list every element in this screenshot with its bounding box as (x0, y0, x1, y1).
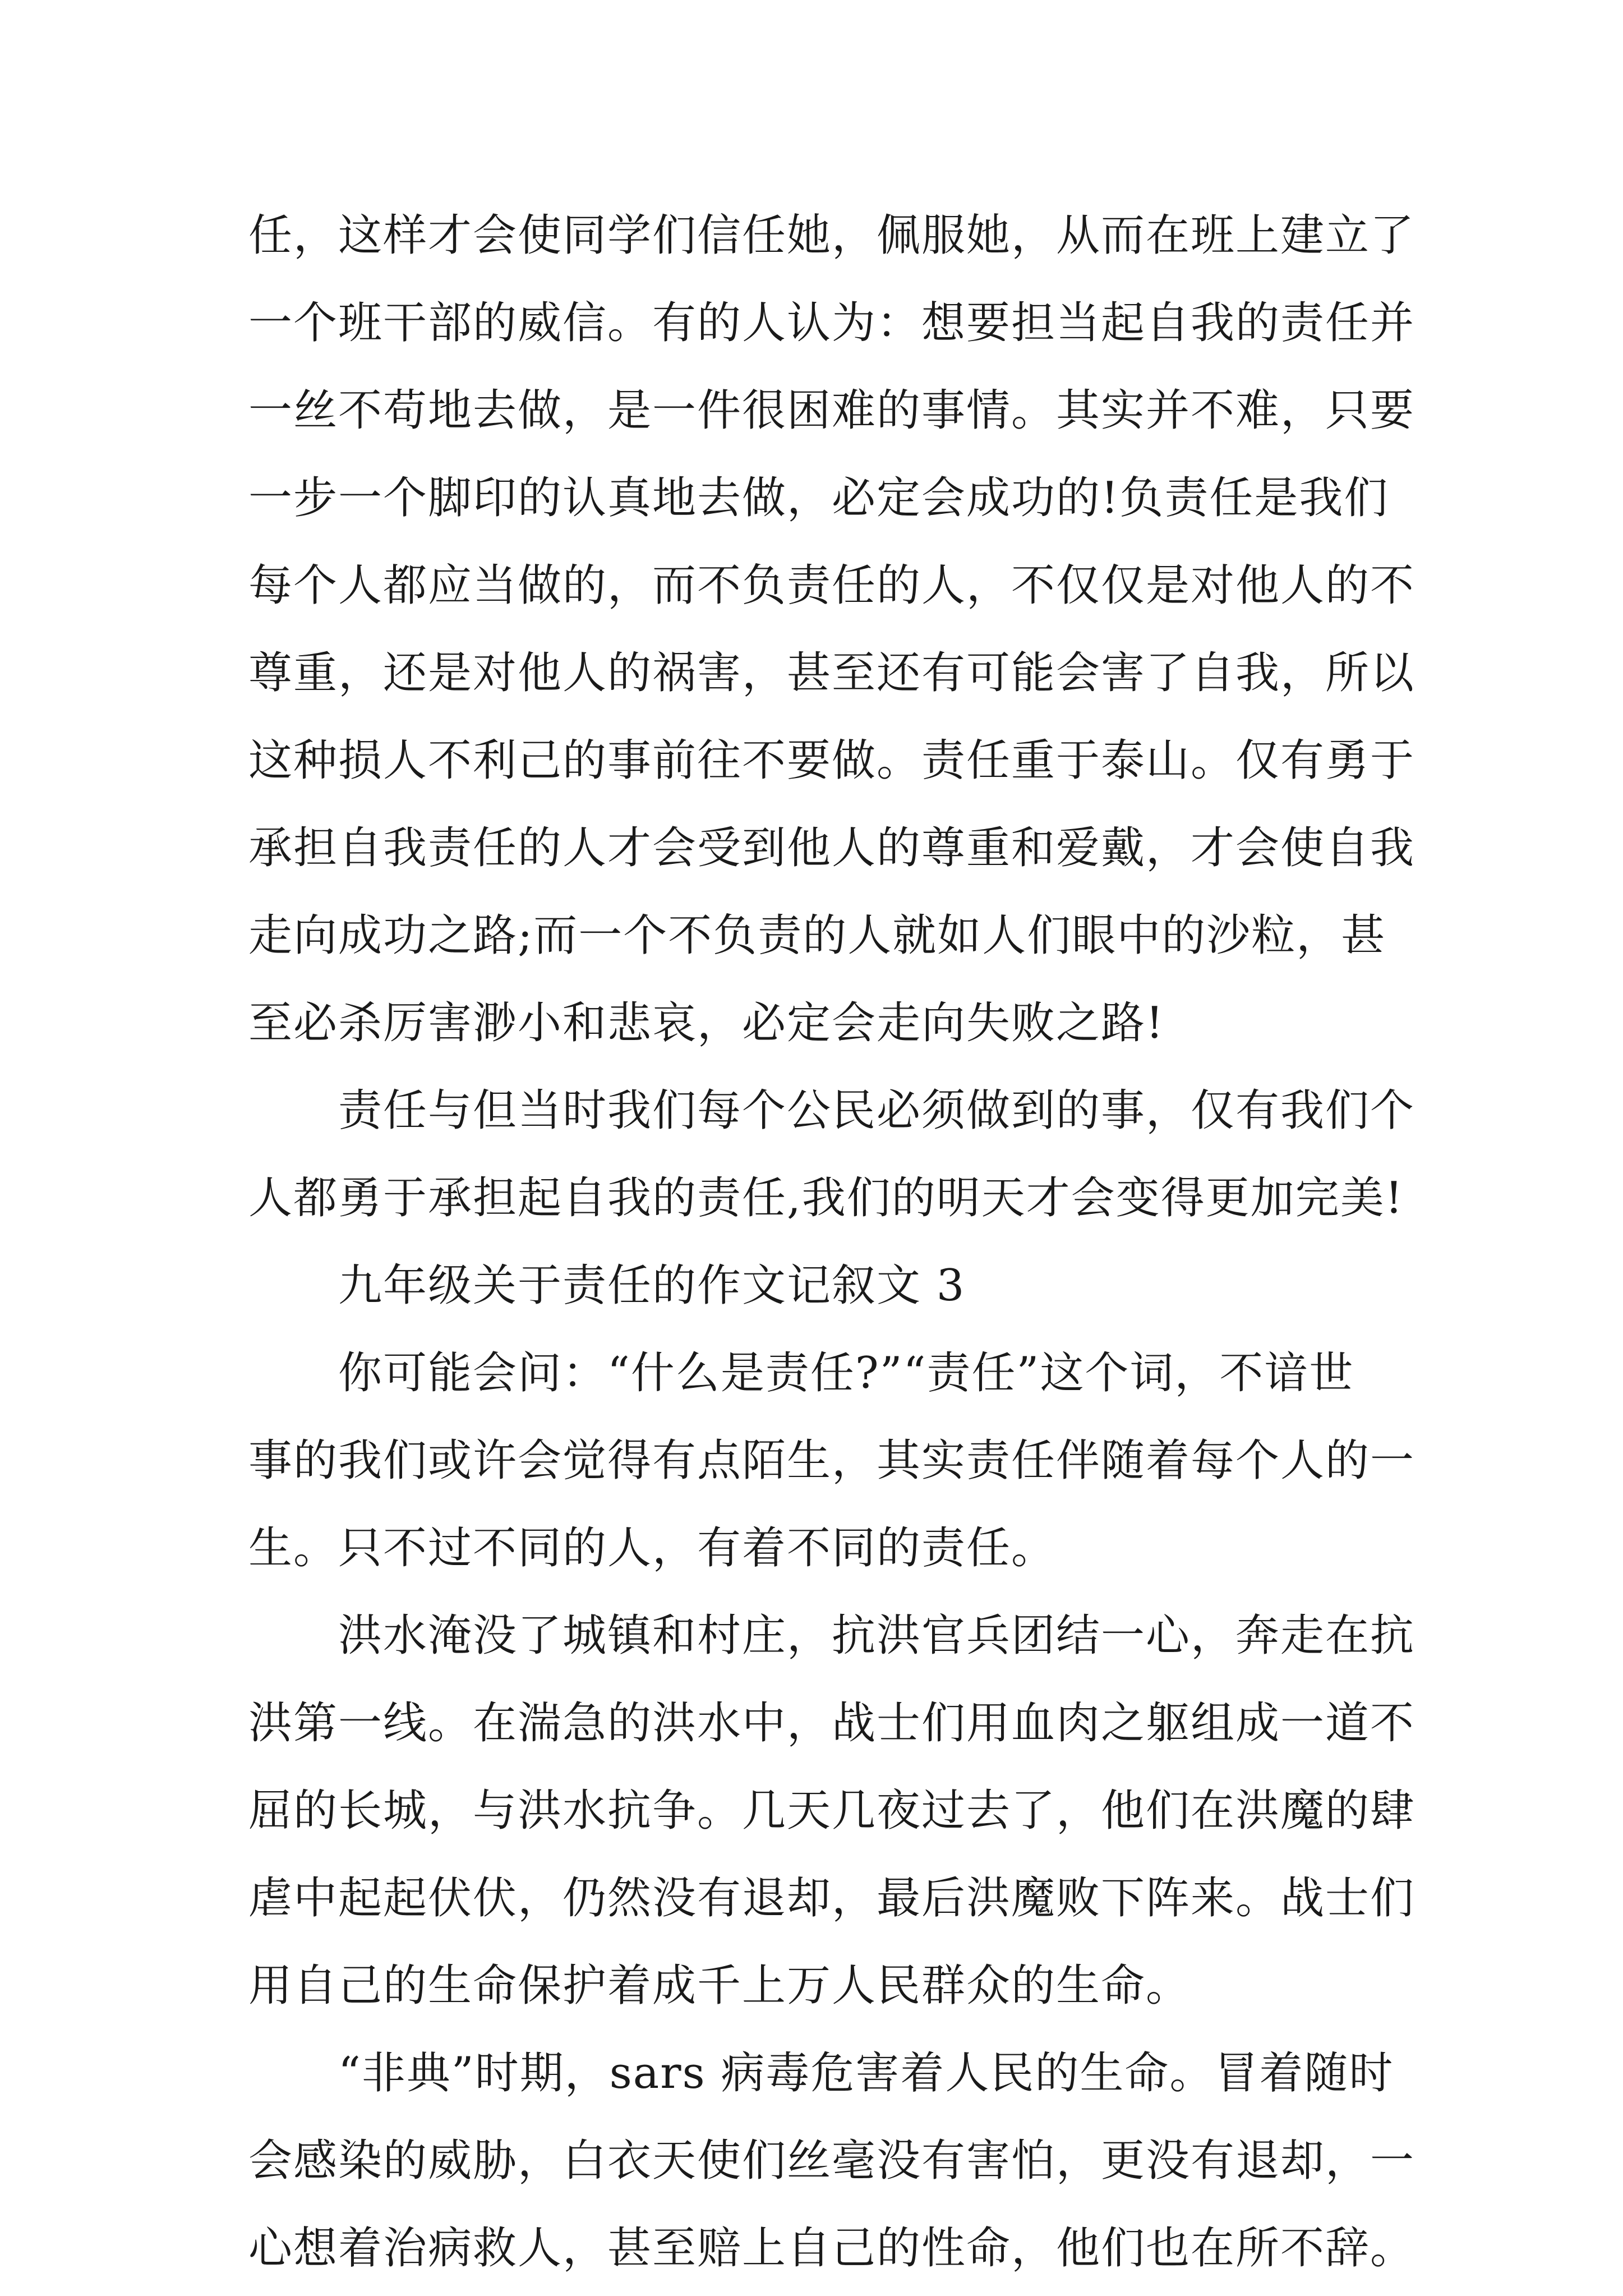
text-line: 至必杀厉害渺小和悲哀，必定会走向失败之路! (248, 998, 1165, 1048)
text-line: 屈的长城，与洪水抗争。几天几夜过去了，他们在洪魔的肆 (248, 1786, 1415, 1836)
text-line: 生。只不过不同的人，有着不同的责任。 (248, 1523, 1057, 1573)
text-line: 会感染的威胁，白衣天使们丝毫没有害怕，更没有退却，一 (248, 2136, 1415, 2186)
text-line: 人都勇于承担起自我的责任,我们的明天才会变得更加完美! (248, 1173, 1404, 1223)
paragraph-first-line: 你可能会问：“什么是责任?”“责任”这个词，不谙世 (338, 1348, 1354, 1398)
text-line: 承担自我责任的人才会受到他人的尊重和爱戴，才会使自我 (248, 823, 1415, 873)
text-line: 每个人都应当做的，而不负责任的人，不仅仅是对他人的不 (248, 560, 1415, 611)
text-line: 洪第一线。在湍急的洪水中，战士们用血肉之躯组成一道不 (248, 1698, 1415, 1749)
text-line: 尊重，还是对他人的祸害，甚至还有可能会害了自我，所以 (248, 648, 1415, 698)
text-line: 任，这样才会使同学们信任她，佩服她，从而在班上建立了 (248, 210, 1415, 261)
paragraph-first-line: 责任与但当时我们每个公民必须做到的事，仅有我们个 (338, 1085, 1415, 1136)
paragraph-first-line: “非典”时期，sars 病毒危害着人民的生命。冒着随时 (338, 2048, 1394, 2099)
text-line: 走向成功之路;而一个不负责的人就如人们眼中的沙粒，甚 (248, 910, 1386, 961)
text-line: 一步一个脚印的认真地去做，必定会成功的!负责任是我们 (248, 473, 1389, 523)
text-line: 用自己的生命保护着成千上万人民群众的生命。 (248, 1961, 1191, 2011)
paragraph-first-line: 洪水淹没了城镇和村庄，抗洪官兵团结一心，奔走在抗 (338, 1611, 1415, 1661)
text-line: 一个班干部的威信。有的人认为：想要担当起自我的责任并 (248, 298, 1415, 348)
text-line: 心想着治病救人，甚至赔上自己的性命，他们也在所不辞。 (248, 2223, 1415, 2274)
text-line: 一丝不苟地去做，是一件很困难的事情。其实并不难，只要 (248, 385, 1415, 436)
text-line: 这种损人不利己的事前往不要做。责任重于泰山。仅有勇于 (248, 735, 1415, 786)
section-heading: 九年级关于责任的作文记叙文 3 (338, 1260, 966, 1311)
text-line: 事的我们或许会觉得有点陌生，其实责任伴随着每个人的一 (248, 1435, 1415, 1486)
text-line: 虐中起起伏伏，仍然没有退却，最后洪魔败下阵来。战士们 (248, 1873, 1415, 1924)
